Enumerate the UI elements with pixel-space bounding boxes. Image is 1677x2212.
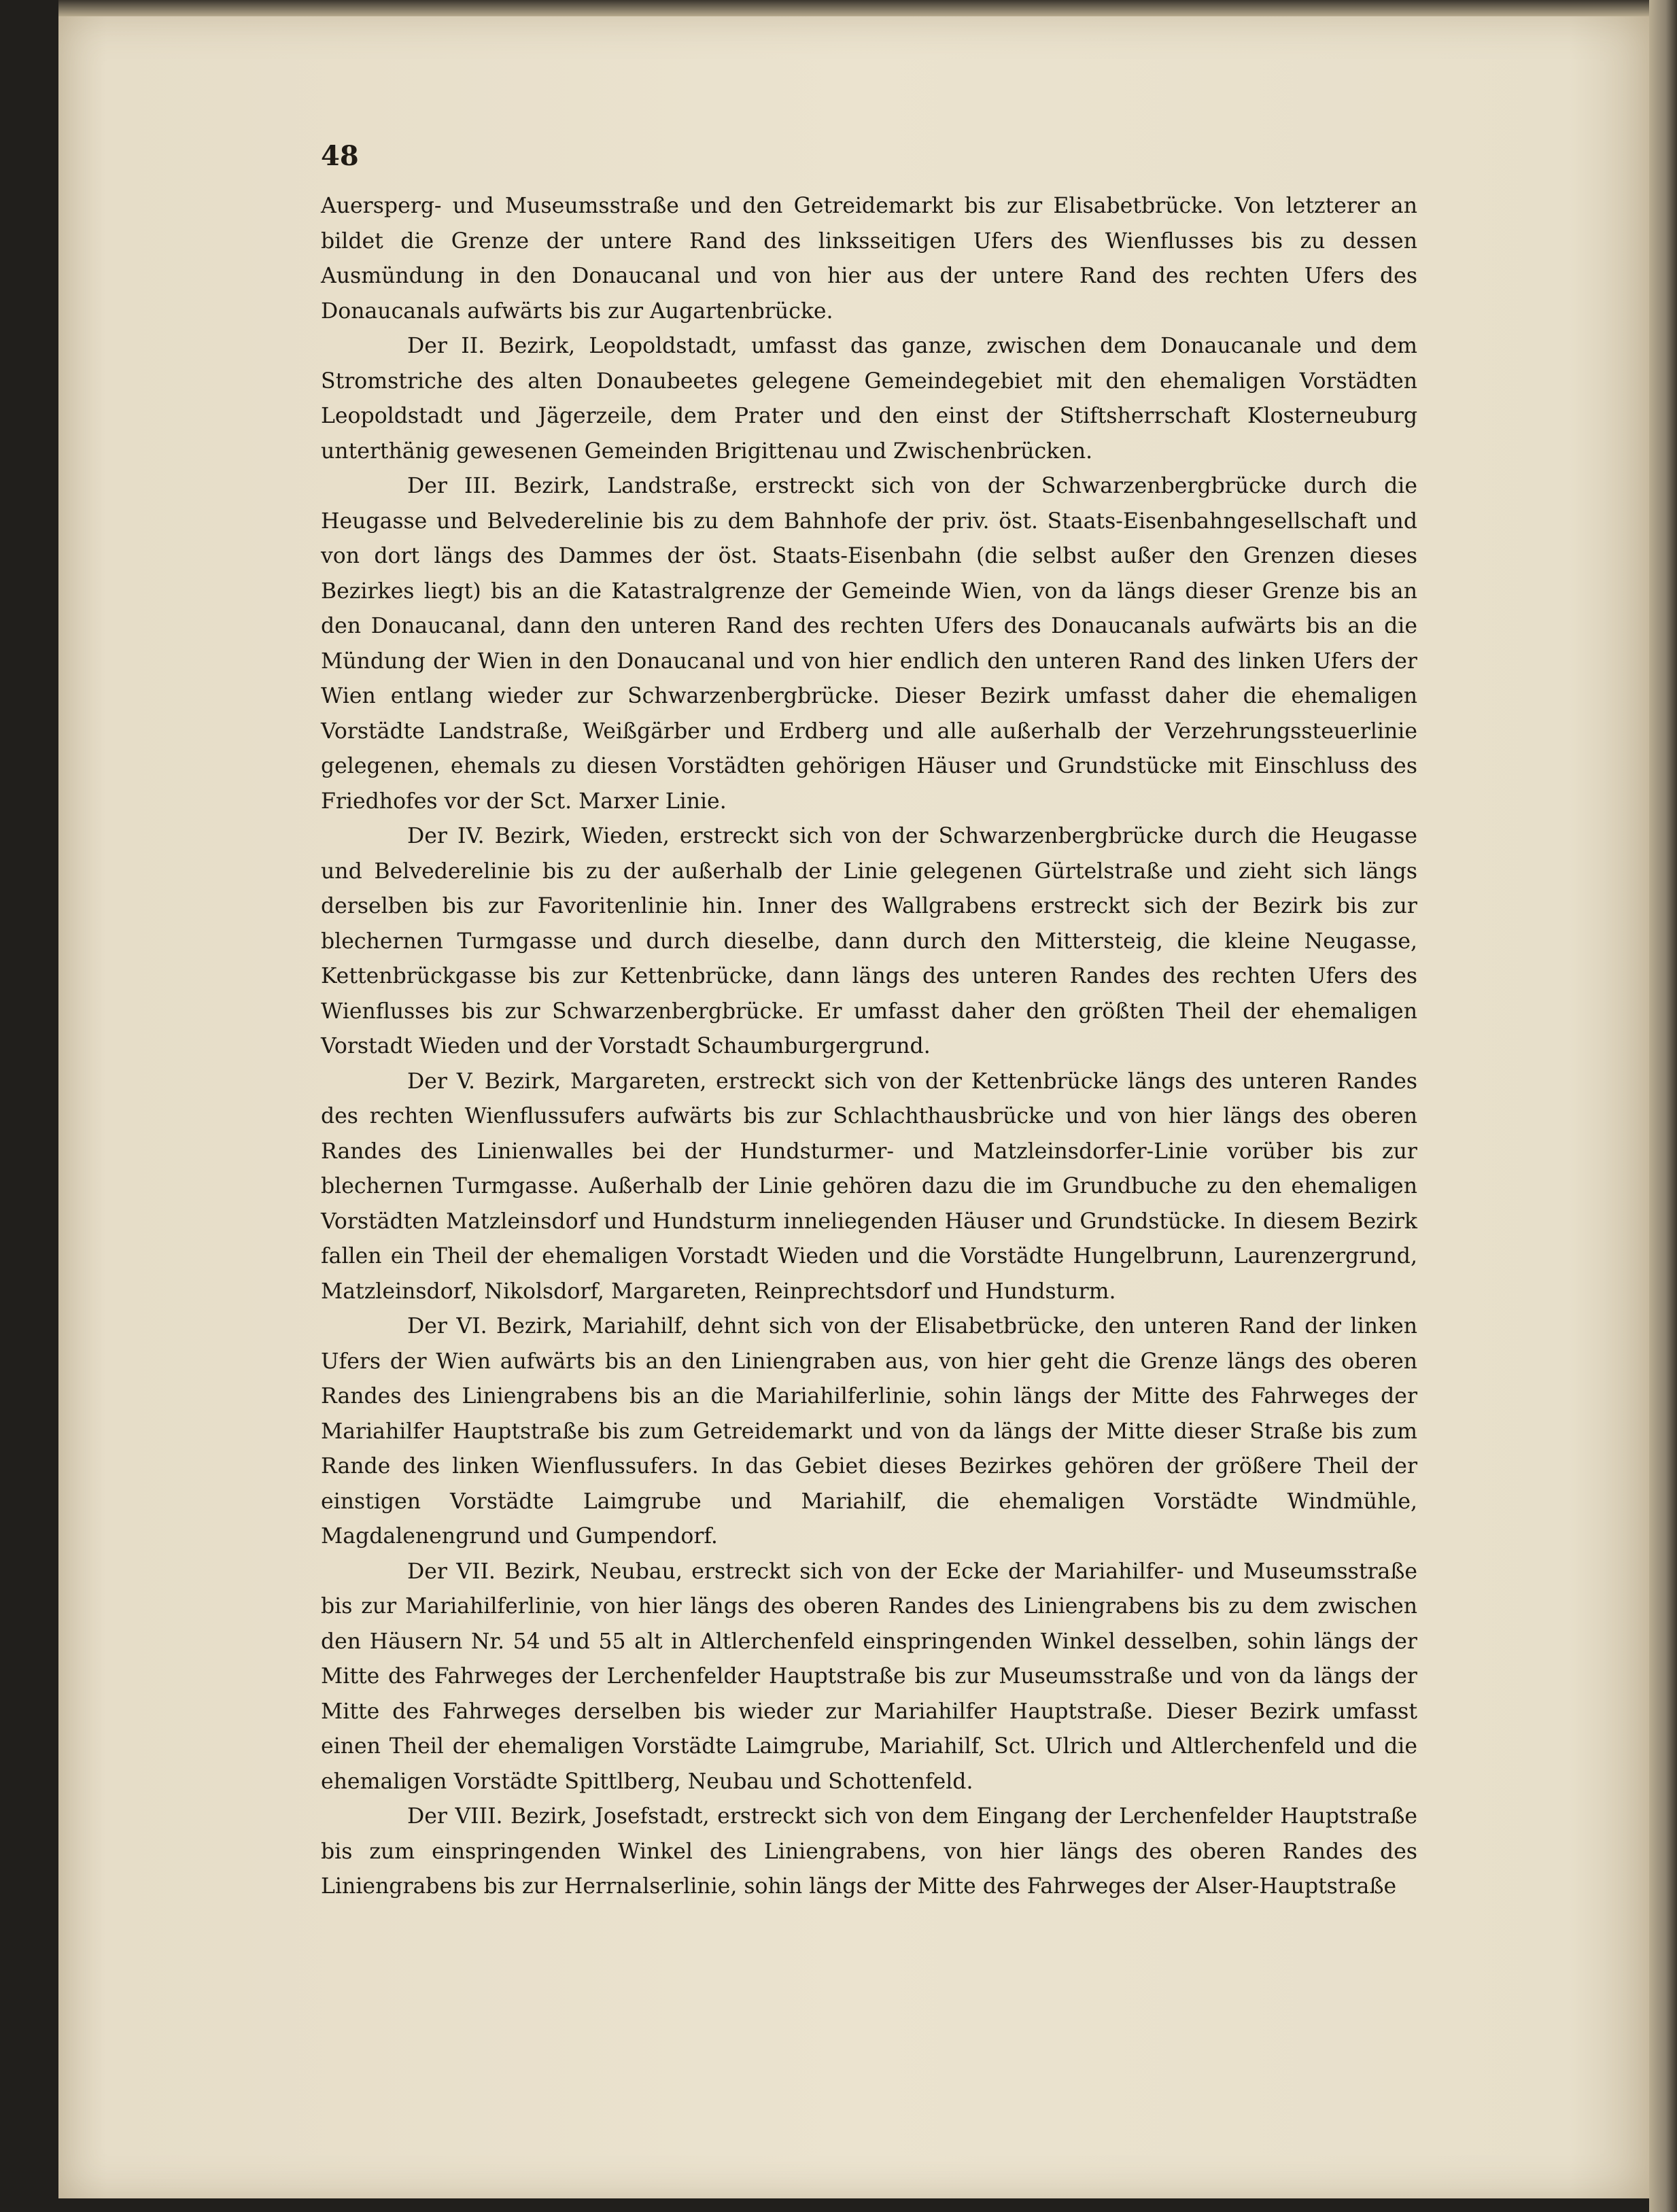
page-right-edge <box>1649 0 1677 2212</box>
page-top-edge <box>58 0 1649 16</box>
body-text <box>321 189 1417 1905</box>
paragraph-district-2: Der II. Bezirk, Leopoldstadt, umfasst das ganze, zwischen dem Donaucanale und dem Stromstriche des alten Donaubeetes gelegene Gemeindegebiet mit den ehemaligen Vorstädten Leopoldstadt und Jägerzeile, dem Prater und den einst der Stiftsherrschaft Klosterneuburg unterthänig gewesenen Gemeinden Brigittenau und Zwischenbrücken. <box>321 334 1417 464</box>
paragraph-district-8: Der VIII. Bezirk, Josefstadt, erstreckt sich von dem Eingang der Lerchenfelder Hauptstraße bis zum einspringenden Winkel des Liniengrabens, von hier längs des oberen Randes des Liniengrabens bis zur Herrnalserlinie, sohin längs der Mitte des Fahrweges der Alser-Hauptstraße <box>321 1804 1417 1899</box>
paragraph-continuation: Auersperg- und Museumsstraße und den Getreidemarkt bis zur Elisabetbrücke. Von letzterer an bildet die Grenze der untere Rand des linksseitigen Ufers des Wienflusses bis zu dessen Ausmündung in den Donaucanal und von hier aus der untere Rand des rechten Ufers des Donaucanals aufwärts bis zur Augartenbrücke. <box>321 194 1417 324</box>
paragraph-district-5: Der V. Bezirk, Margareten, erstreckt sich von der Kettenbrücke längs des unteren Randes des rechten Wienflussufers aufwärts bis zur Schlachthausbrücke und von hier längs des oberen Randes des Linienwalles bei der Hundsturmer- und Matzleinsdorfer-Linie vorüber bis zur blechernen Turmgasse. Außerhalb der Linie gehören dazu die im Grundbuche zu den ehemaligen Vorstädten Matzleinsdorf und Hundsturm inneliegenden Häuser und Grundstücke. In diesem Bezirk fallen ein Theil der ehemaligen Vorstadt Wieden und die Vorstädte Hungelbrunn, Laurenzergrund, Matzleinsdorf, Nikolsdorf, Margareten, Reinprechtsdorf und Hundsturm. <box>321 1069 1417 1304</box>
page-number: 48 <box>321 140 359 172</box>
paragraph-district-3: Der III. Bezirk, Landstraße, erstreckt sich von der Schwarzenbergbrücke durch die Heugasse und Belvederelinie bis zu dem Bahnhofe der priv. öst. Staats-Eisenbahngesellschaft und von dort längs des Dammes der öst. Staats-Eisenbahn (die selbst außer den Grenzen dieses Bezirkes liegt) bis an die Katastralgrenze der Gemeinde Wien, von da längs dieser Grenze bis an den Donaucanal, dann den unteren Rand des rechten Ufers des Donaucanals aufwärts bis an die Mündung der Wien in den Donaucanal und von hier endlich den unteren Rand des linken Ufers der Wien entlang wieder zur Schwarzenbergbrücke. Dieser Bezirk umfasst daher die ehemaligen Vorstädte Landstraße, Weißgärber und Erdberg und alle außerhalb der Verzehrungssteuerlinie gelegenen, ehemals zu diesen Vorstädten gehörigen Häuser und Grundstücke mit Einschluss des Friedhofes vor der Sct. Marxer Linie. <box>321 474 1417 814</box>
paragraph-district-4: Der IV. Bezirk, Wieden, erstreckt sich von der Schwarzenbergbrücke durch die Heugasse und Belvederelinie bis zu der außerhalb der Linie gelegenen Gürtelstraße und zieht sich längs derselben bis zur Favoritenlinie hin. Inner des Wallgrabens erstreckt sich der Bezirk bis zur blechernen Turmgasse und durch dieselbe, dann durch den Mittersteig, die kleine Neugasse, Kettenbrückgasse bis zur Kettenbrücke, dann längs des unteren Randes des rechten Ufers des Wienflusses bis zur Schwarzenbergbrücke. Er umfasst daher den größten Theil der ehemaligen Vorstadt Wieden und der Vorstadt Schaumburgergrund. <box>321 824 1417 1058</box>
paragraph-district-7: Der VII. Bezirk, Neubau, erstreckt sich von der Ecke der Mariahilfer- und Museumsstraße bis zur Mariahilferlinie, von hier längs des oberen Randes des Liniengrabens bis zu dem zwischen den Häusern Nr. 54 und 55 alt in Altlerchenfeld einspringenden Winkel desselben, sohin längs der Mitte des Fahrweges der Lerchenfelder Hauptstraße bis zur Museumsstraße und von da längs der Mitte des Fahrweges derselben bis wieder zur Mariahilfer Hauptstraße. Dieser Bezirk umfasst einen Theil der ehemaligen Vorstädte Laimgrube, Mariahilf, Sct. Ulrich und Altlerchenfeld und die ehemaligen Vorstädte Spittlberg, Neubau und Schottenfeld. <box>321 1559 1417 1794</box>
paragraph-district-6: Der VI. Bezirk, Mariahilf, dehnt sich von der Elisabetbrücke, den unteren Rand der linken Ufers der Wien aufwärts bis an den Liniengraben aus, von hier geht die Grenze längs des oberen Randes des Liniengrabens bis an die Mariahilferlinie, sohin längs der Mitte des Fahrweges der Mariahilfer Hauptstraße bis zum Getreidemarkt und von da längs der Mitte dieser Straße bis zum Rande des linken Wienflussufers. In das Gebiet dieses Bezirkes gehören der größere Theil der einstigen Vorstädte Laimgrube und Mariahilf, die ehemaligen Vorstädte Windmühle, Magdalenengrund und Gumpendorf. <box>321 1314 1417 1549</box>
